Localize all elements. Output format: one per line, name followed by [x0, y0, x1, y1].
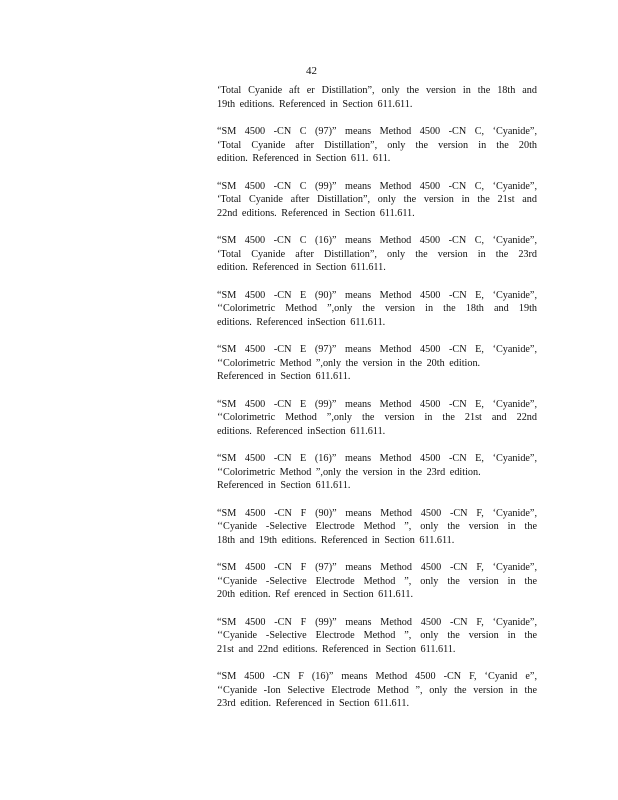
paragraph-line: edition. Referenced in Section 611. 611. — [217, 153, 391, 164]
paragraph-line: 19th editions. Referenced in Section 611.611. — [217, 98, 413, 110]
paragraph-line: 18th and 19th editions. Referenced in Section 611.611. — [217, 534, 455, 546]
paragraph-line: ‘Total Cyanide after Distillation”, only the version in the 20th — [217, 139, 537, 151]
paragraph-line: 23rd edition. Referenced in Section 611.611. — [217, 698, 410, 709]
paragraph-line: Referenced in Section 611.611. — [217, 480, 351, 491]
paragraph-line: “SM 4500 -CN C (16)” means Method 4500 -CN C, ‘Cyanide”, — [217, 235, 537, 246]
paragraph-line: 22nd editions. Referenced in Section 611.611. — [217, 207, 415, 219]
paragraph-line: ‘‘Colorimetric Method ”,only the version in the 21st and 22nd — [217, 412, 537, 423]
definition-paragraph — [217, 234, 537, 275]
definition-paragraph — [217, 452, 537, 493]
paragraph-line: ‘Total Cyanide after Distillation”, only the version in the 23rd — [217, 248, 537, 260]
paragraph-line: ‘‘Cyanide -Ion Selective Electrode Method ”, only the version in the — [217, 684, 537, 696]
paragraph-line: ‘‘Colorimetric Method ”,only the version in the 18th and 19th — [217, 303, 537, 314]
definition-paragraph — [217, 398, 537, 439]
paragraph-line: “SM 4500 -CN E (99)” means Method 4500 -CN E, ‘Cyanide”, — [217, 398, 537, 410]
paragraph-line: “SM 4500 -CN F (97)” means Method 4500 -CN F, ‘Cyanide”, — [217, 562, 537, 573]
paragraph-line: editions. Referenced inSection 611.611. — [217, 425, 386, 437]
paragraph-line: ‘Total Cyanide aft er Distillation”, only the version in the 18th and — [217, 85, 537, 96]
page-number: 42 — [306, 65, 317, 77]
definition-paragraph — [217, 670, 537, 711]
paragraph-line: “SM 4500 -CN C (97)” means Method 4500 -CN C, ‘Cyanide”, — [217, 126, 537, 137]
definition-paragraph — [217, 561, 537, 602]
paragraph-line: ‘‘Colorimetric Method ”,only the version in the 23rd edition. — [217, 466, 481, 478]
paragraph-line: 20th edition. Ref erenced in Section 611.611. — [217, 589, 413, 600]
paragraph-line: ‘‘Colorimetric Method ”,only the version in the 20th edition. — [217, 357, 481, 369]
paragraph-line: editions. Referenced inSection 611.611. — [217, 316, 386, 328]
definition-paragraph — [217, 84, 537, 111]
paragraph-line: “SM 4500 -CN C (99)” means Method 4500 -CN C, ‘Cyanide”, — [217, 180, 537, 192]
paragraph-line: 21st and 22nd editions. Referenced in Section 611.611. — [217, 643, 456, 655]
paragraph-line: “SM 4500 -CN F (99)” means Method 4500 -CN F, ‘Cyanide”, — [217, 616, 537, 628]
paragraph-line: ‘‘Cyanide -Selective Electrode Method ”, only the version in the — [217, 521, 537, 532]
definition-paragraph — [217, 180, 537, 221]
paragraph-line: edition. Referenced in Section 611.611. — [217, 262, 386, 273]
definition-paragraph — [217, 616, 537, 657]
paragraph-line: Referenced in Section 611.611. — [217, 371, 351, 382]
paragraph-line: “SM 4500 -CN F (16)” means Method 4500 -CN F, ‘Cyanid e”, — [217, 671, 537, 682]
definition-paragraph — [217, 343, 537, 384]
document-body — [217, 84, 537, 725]
paragraph-line: “SM 4500 -CN E (16)” means Method 4500 -CN E, ‘Cyanide”, — [217, 453, 537, 464]
paragraph-line: ‘‘Cyanide -Selective Electrode Method ”, only the version in the — [217, 575, 537, 587]
paragraph-line: “SM 4500 -CN E (90)” means Method 4500 -CN E, ‘Cyanide”, — [217, 289, 537, 301]
definition-paragraph — [217, 507, 537, 548]
definition-paragraph — [217, 125, 537, 166]
paragraph-line: ‘Total Cyanide after Distillation”, only the version in the 21st and — [217, 194, 537, 205]
definition-paragraph — [217, 289, 537, 330]
paragraph-line: “SM 4500 -CN E (97)” means Method 4500 -CN E, ‘Cyanide”, — [217, 344, 537, 355]
paragraph-line: “SM 4500 -CN F (90)” means Method 4500 -CN F, ‘Cyanide”, — [217, 507, 537, 519]
paragraph-line: ‘‘Cyanide -Selective Electrode Method ”, only the version in the — [217, 630, 537, 641]
